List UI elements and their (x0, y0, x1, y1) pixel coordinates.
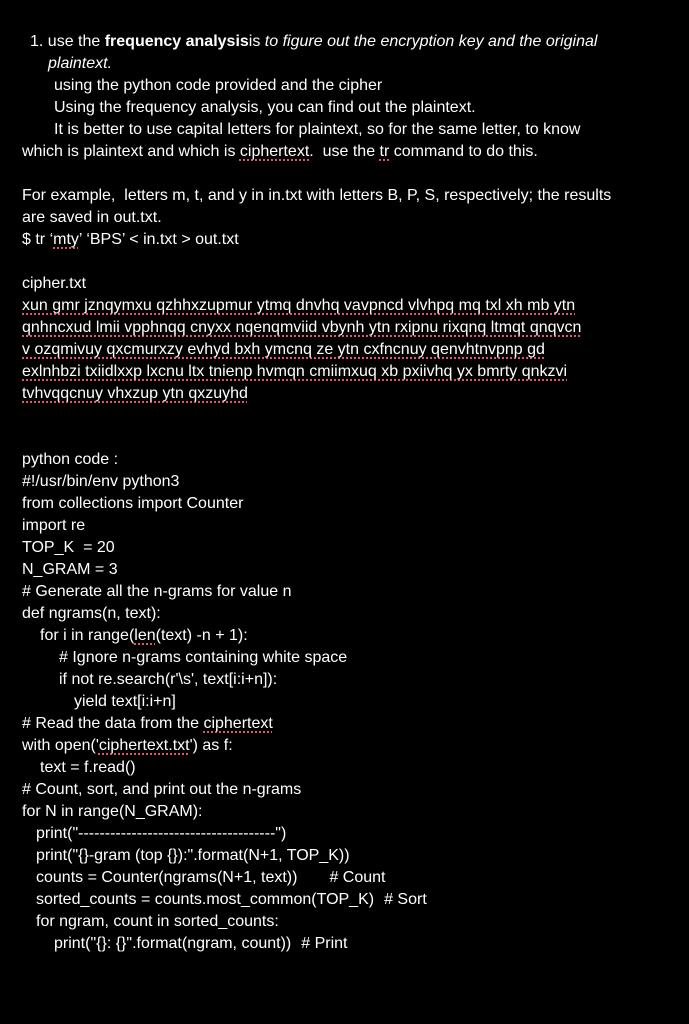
code-for-n: for N in range(N_GRAM): (22, 803, 203, 820)
for-end: (text) -n + 1): (155, 627, 248, 644)
cipher-line: exlnhbzi txiidlxxp lxcnu ltx tnienp hvmqn cmiimxuq xb pxiivhq yx bmrty qnkzvi (22, 363, 568, 380)
counts-comment: # Count (329, 869, 386, 886)
misspelled-tr: tr (379, 143, 390, 160)
code-def-ngrams: def ngrams(n, text): (22, 605, 161, 622)
code-top-k: TOP_K = 20 (22, 539, 115, 556)
task-which-line (0, 141, 689, 163)
code-comment-generate: # Generate all the n-grams for value n (22, 583, 292, 600)
code-print-separator: print("-------------------------------------") (36, 825, 287, 842)
cipher-line: qnhncxud lmii vpphnqq cnyxx nqenqmviid vbynh ytn rxipnu rixqnq ltmqt qnqvcn (22, 319, 582, 336)
example-line-1: For example, letters m, t, and y in in.txt with letters B, P, S, respectively; the results (22, 187, 612, 204)
misspelled-len: len (134, 627, 156, 644)
counts-code: counts = Counter(ngrams(N+1, text)) (36, 869, 298, 886)
spacer (0, 163, 689, 185)
document-body (0, 31, 689, 955)
task-python-line: using the python code provided and the cipher (54, 77, 383, 94)
sorted-comment: # Sort (384, 891, 427, 908)
task-frequency-line: Using the frequency analysis, you can find out the plaintext. (54, 99, 476, 116)
code-import-counter: from collections import Counter (22, 495, 244, 512)
task-bold-term: frequency analysis (104, 33, 249, 50)
with-start: with open(' (22, 737, 99, 754)
with-end: ') as f: (189, 737, 233, 754)
code-text-read: text = f.read() (40, 759, 136, 776)
task-italic-text: to figure out the encryption key and the original (260, 33, 598, 50)
which-text-start: which is plaintext and which is (22, 143, 240, 160)
task-line-1 (0, 31, 689, 53)
cipher-label: cipher.txt (22, 275, 87, 292)
code-label: python code : (22, 451, 119, 468)
for-start: for i in range( (40, 627, 135, 644)
cipher-line: v ozqmivuy qxcmurxzy evhyd bxh ymcnq ze ytn cxfncnuy qenvhtnvpnp gd (22, 341, 545, 358)
command-start: $ tr ‘ (22, 231, 54, 248)
task-bold-suffix: is (248, 33, 261, 50)
print-ngram-code: print("{}: {}".format(ngram, count)) (54, 935, 292, 952)
which-text-end: command to do this. (389, 143, 538, 160)
misspelled-ciphertext: ciphertext (203, 715, 273, 732)
cipher-line: tvhvqqcnuy vhxzup ytn qxzuyhd (22, 385, 248, 402)
code-yield: yield text[i:i+n] (74, 693, 176, 710)
code-print-ngram (0, 933, 689, 955)
comment-read-start: # Read the data from the (22, 715, 204, 732)
code-n-gram: N_GRAM = 3 (22, 561, 118, 578)
task-line-2: plaintext. (48, 55, 113, 72)
example-command (0, 229, 689, 251)
misspelled-mty: mty (53, 231, 79, 248)
cipher-line: xun gmr jznqymxu qzhhxzupmur ytmq dnvhq vavpncd vlvhpq mq txl xh mb ytn (22, 297, 576, 314)
code-print-format: print("{}-gram (top {}):".format(N+1, TOP_K)) (36, 847, 350, 864)
code-with-open (0, 735, 689, 757)
command-end: ’ ‘BPS’ < in.txt > out.txt (78, 231, 239, 248)
code-shebang: #!/usr/bin/env python3 (22, 473, 180, 490)
code-comment-count: # Count, sort, and print out the n-grams (22, 781, 302, 798)
code-for-ngram: for ngram, count in sorted_counts: (36, 913, 279, 930)
code-comment-read (0, 713, 689, 735)
which-text-mid: . use the (309, 143, 380, 160)
spacer (0, 251, 689, 273)
task-capital-line: It is better to use capital letters for plaintext, so for the same letter, to know (54, 121, 581, 138)
sorted-code: sorted_counts = counts.most_common(TOP_K) (36, 891, 375, 908)
misspelled-filename: ciphertext.txt (98, 737, 190, 754)
code-if-search: if not re.search(r'\s', text[i:i+n]): (59, 671, 278, 688)
code-import-re: import re (22, 517, 86, 534)
code-for-range (0, 625, 689, 647)
task-number: 1. (30, 33, 44, 50)
print-ngram-comment: # Print (301, 935, 348, 952)
code-sorted-counts (0, 889, 689, 911)
spacer (0, 405, 689, 449)
code-comment-ignore: # Ignore n-grams containing white space (59, 649, 348, 666)
code-counts (0, 867, 689, 889)
misspelled-ciphertext: ciphertext (239, 143, 310, 160)
example-line-2: are saved in out.txt. (22, 209, 162, 226)
task-prefix: use the (43, 33, 105, 50)
